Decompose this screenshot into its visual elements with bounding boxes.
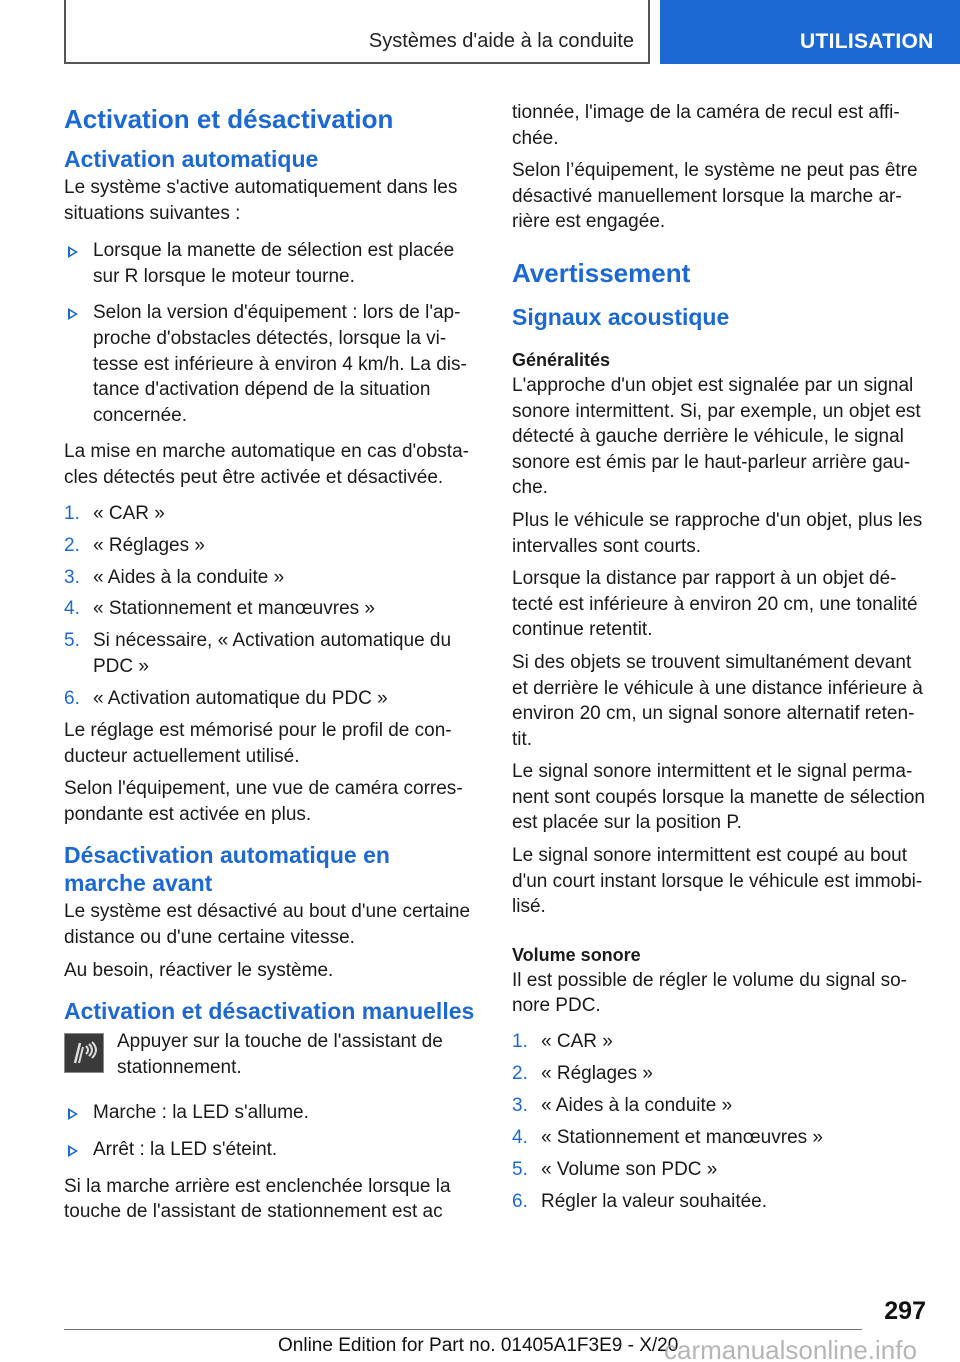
step-item: 6. Régler la valeur souhaitée.	[512, 1190, 768, 1212]
acoustic-signals-heading: Signaux acoustique	[512, 303, 730, 330]
step-item: 4. « Stationnement et manœuvres »	[64, 598, 375, 620]
step-item: 6. « Activation automatique du PDC »	[64, 688, 388, 710]
right-column	[512, 100, 926, 1221]
list-item: Lorsque la manette de sélection est placée sur R lorsque le moteur tourne.	[64, 238, 478, 289]
camera-view-paragraph: Selon l'équipement, une vue de caméra correspondante est activée en plus.	[64, 778, 463, 825]
volume-paragraph: Il est possible de régler le volume du signal sonore PDC.	[512, 969, 907, 1017]
step-item: 5. Si nécessaire, « Activation automatique du PDC »	[64, 630, 452, 678]
reverse-deactivation-paragraph: Selon l’équipement, le système ne peut pas être désactivé manuellement lorsque la marche arrière est engagée.	[512, 160, 918, 233]
watermark: carmanualsonline.info	[664, 1335, 917, 1362]
page-title: Activation et désactivation	[64, 104, 394, 134]
step-item: 3. « Aides à la conduite »	[64, 566, 285, 588]
general-paragraph: L'approche d'un objet est signalée par un signal sonore intermittent. Si, par exemple, un objet est détecté à gauche derrière le véhicule, le signal sonore est émis par le haut-parleur arrière gauche.	[512, 374, 921, 499]
list-item: Arrêt : la LED s'éteint.	[64, 1137, 478, 1163]
page-number: 297	[884, 1297, 926, 1325]
saved-setting-paragraph: Le réglage est mémorisé pour le profil de conducteur actuellement utilisé.	[64, 720, 452, 767]
general-paragraph: Le signal sonore intermittent et le signal permanent sont coupés lorsque la manette de sélection est placée sur la position P.	[512, 761, 925, 834]
page-header	[0, 0, 960, 66]
step-item: 1. « CAR »	[512, 1031, 613, 1053]
step-item: 5. « Volume son PDC »	[512, 1158, 718, 1180]
list-item: Marche : la LED s'allume.	[64, 1100, 478, 1126]
footer-divider	[64, 1329, 862, 1330]
bullet-triangle-icon	[68, 246, 78, 258]
general-paragraph: Lorsque la distance par rapport à un objet détecté est inférieure à environ 20 cm, une tonalité continue retentit.	[512, 568, 918, 641]
volume-steps	[512, 1029, 926, 1215]
chapter-tab[interactable]: UTILISATION	[660, 0, 960, 64]
forward-deactivation-paragraph: Le système est désactivé au bout d'une certaine distance ou d'une certaine vitesse.	[64, 901, 471, 948]
manual-activation-heading: Activation et désactivation manuelles	[64, 998, 475, 1025]
continued-paragraph: tionnée, l'image de la caméra de recul est affichée.	[512, 102, 900, 149]
manual-activation-row	[64, 1029, 478, 1080]
step-item: 1. « CAR »	[64, 502, 165, 524]
left-column	[64, 100, 478, 1232]
section-title: Systèmes d'aide à la conduite	[64, 0, 650, 64]
general-paragraph: Si des objets se trouvent simultanément devant et derrière le véhicule à une distance inférieure à environ 20 cm, un signal sonore alternatif retentit.	[512, 651, 923, 750]
list-item: Selon la version d'équipement : lors de l'approche d'obstacles détectés, lorsque la vitesse est inférieure à environ 4 km/h. La distance d'activation dépend de la situation concernée.	[64, 300, 478, 428]
auto-toggle-paragraph: La mise en marche automatique en cas d'obstacles détectés peut être activée et désactivée.	[64, 441, 469, 488]
manual-led-list	[64, 1100, 478, 1162]
reverse-gear-paragraph: Si la marche arrière est enclenchée lorsque la touche de l'assistant de stationnement est ac	[64, 1175, 451, 1223]
bullet-triangle-icon	[68, 1108, 78, 1120]
edition-text: Online Edition for Part no. 01405A1F3E9 - X/20	[278, 1335, 679, 1356]
general-heading: Généralités	[512, 349, 611, 370]
general-paragraph: Le signal sonore intermittent est coupé au bout d'un court instant lorsque le véhicule est immobilisé.	[512, 845, 923, 918]
step-item: 4. « Stationnement et manœuvres »	[512, 1126, 823, 1148]
manual-activation-text: Appuyer sur la touche de l'assistant de stationnement.	[117, 1031, 443, 1078]
bullet-triangle-icon	[68, 1145, 78, 1157]
auto-activation-intro: Le système s'active automatiquement dans les situations suivantes :	[64, 177, 458, 224]
step-item: 2. « Réglages »	[64, 534, 205, 556]
volume-heading: Volume sonore	[512, 944, 641, 965]
forward-deactivation-heading: Désactivation automatique en marche avant	[64, 842, 390, 897]
step-item: 2. « Réglages »	[512, 1063, 653, 1085]
step-item: 3. « Aides à la conduite »	[512, 1095, 733, 1116]
activation-steps	[64, 501, 478, 712]
general-paragraph: Plus le véhicule se rapproche d'un objet, plus les intervalles sont courts.	[512, 509, 923, 557]
bullet-triangle-icon	[68, 308, 78, 320]
warning-title: Avertissement	[512, 257, 691, 288]
reactivate-paragraph: Au besoin, réactiver le système.	[64, 959, 334, 981]
auto-activation-list	[64, 238, 478, 428]
auto-activation-heading: Activation automatique	[64, 146, 319, 172]
parking-assistant-icon	[64, 1033, 104, 1073]
